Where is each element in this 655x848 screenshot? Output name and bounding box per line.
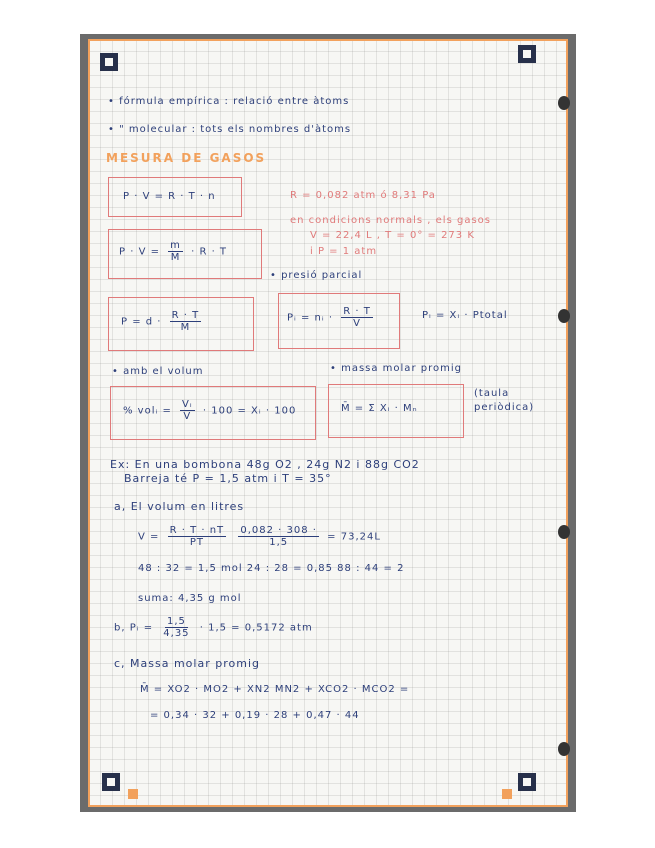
formula-box-pv-m <box>108 229 262 279</box>
exercise-line-1: Ex: En una bombona 48g O2 , 24g N2 i 88g CO2 <box>110 458 420 471</box>
vol-left: % volᵢ = <box>123 405 172 417</box>
formula-partial-pressure <box>287 306 377 329</box>
corner-mark-bottom-left <box>102 773 120 791</box>
r-constant-note: R = 0,082 atm ó 8,31 Pa <box>290 190 436 201</box>
binder-hole <box>558 309 570 323</box>
vol-right: · 100 = Xᵢ · 100 <box>202 405 297 417</box>
M-den: M <box>170 252 181 263</box>
formula-box-mean-molar-mass <box>328 384 464 438</box>
vol-den: V <box>183 411 192 422</box>
corner-mark-top-right <box>518 45 536 63</box>
volume-temp-note: V = 22,4 L , T = 0° = 273 K <box>310 230 475 241</box>
a-mid-den: 1,5 <box>269 537 289 548</box>
a-mid-frac <box>238 525 319 548</box>
amb-volum-label: • amb el volum <box>112 366 204 377</box>
vi-over-v <box>180 399 195 422</box>
formula-box-partial-pressure <box>278 293 400 349</box>
pressure-note: i P = 1 atm <box>310 246 378 257</box>
m-over-M <box>168 240 183 263</box>
orange-dot-right <box>502 789 512 799</box>
moles-line: 48 : 32 = 1,5 mol 24 : 28 = 0,85 88 : 44 = 2 <box>138 563 405 574</box>
condicions-note: en condicions normals , els gasos <box>290 215 491 226</box>
exercise-line-2: Barreja té P = 1,5 atm i T = 35° <box>124 472 332 485</box>
periodica-note: periòdica) <box>474 402 535 413</box>
formula-box-density <box>108 297 254 351</box>
rt-right: · R · T <box>191 246 228 258</box>
part-a-equation <box>138 525 381 548</box>
part-c-label: c, Massa molar promig <box>114 657 260 670</box>
orange-dot-left <box>128 789 138 799</box>
pi-ni: Pᵢ = nᵢ · <box>287 312 334 324</box>
binder-hole <box>558 742 570 756</box>
a-den: PT <box>189 537 204 548</box>
rt-num: R · T <box>171 310 200 321</box>
part-c-line-1: M̄ = XO2 · MO2 + XN2 MN2 + XCO2 · MCO2 = <box>140 684 410 695</box>
b-frac <box>161 616 191 639</box>
rt-over-V <box>341 306 373 329</box>
formula-box-pvrtn <box>108 177 242 217</box>
section-title: MESURA DE GASOS <box>106 151 267 165</box>
taula-note: (taula <box>474 388 510 399</box>
suma-line: suma: 4,35 g mol <box>138 593 242 604</box>
corner-mark-bottom-right <box>518 773 536 791</box>
a-result: = 73,24L <box>327 531 381 543</box>
pv-left: P · V = <box>119 246 160 258</box>
formula-volume-percent <box>123 399 296 422</box>
formula-density <box>121 310 205 333</box>
pi-den: V <box>353 318 361 329</box>
formula-mean-molar-mass: M̄ = Σ Xᵢ · Mₙ <box>341 403 418 414</box>
part-a-label: a, El volum en litres <box>114 500 245 513</box>
b-right: · 1,5 = 0,5172 atm <box>199 622 313 634</box>
p-eq-d: P = d · <box>121 316 162 328</box>
b-left: b, Pᵢ = <box>114 622 154 634</box>
a-num: R · T · nT <box>169 525 225 536</box>
a-mid-num: 0,082 · 308 · <box>240 525 317 536</box>
binder-hole <box>558 96 570 110</box>
pi-num: R · T <box>343 306 371 317</box>
corner-mark-top-left <box>100 53 118 71</box>
binder-hole <box>558 525 570 539</box>
pi-xi-note: Pᵢ = Xᵢ · Ptotal <box>422 310 508 321</box>
presio-parcial-label: • presió parcial <box>270 270 363 281</box>
part-b-equation <box>114 616 313 639</box>
bullet-formula-empirica: • fórmula empírica : relació entre àtoms <box>108 96 350 107</box>
b-den: 4,35 <box>163 628 190 639</box>
formula-box-volume-percent <box>110 386 316 440</box>
m-num: m <box>170 240 181 251</box>
a-frac <box>168 525 227 548</box>
part-c-line-2: = 0,34 · 32 + 0,19 · 28 + 0,47 · 44 <box>150 710 360 721</box>
vol-num: Vᵢ <box>182 399 193 410</box>
bullet-molecular: • " molecular : tots els nombres d'àtoms <box>108 124 352 135</box>
formula-pv-m <box>119 240 227 263</box>
a-left: V = <box>138 531 160 543</box>
M-den-2: M <box>180 322 191 333</box>
b-num: 1,5 <box>166 616 186 627</box>
massa-molar-label: • massa molar promig <box>330 363 462 374</box>
rt-over-M <box>170 310 202 333</box>
formula-pvrtn: P · V = R · T · n <box>123 191 216 202</box>
